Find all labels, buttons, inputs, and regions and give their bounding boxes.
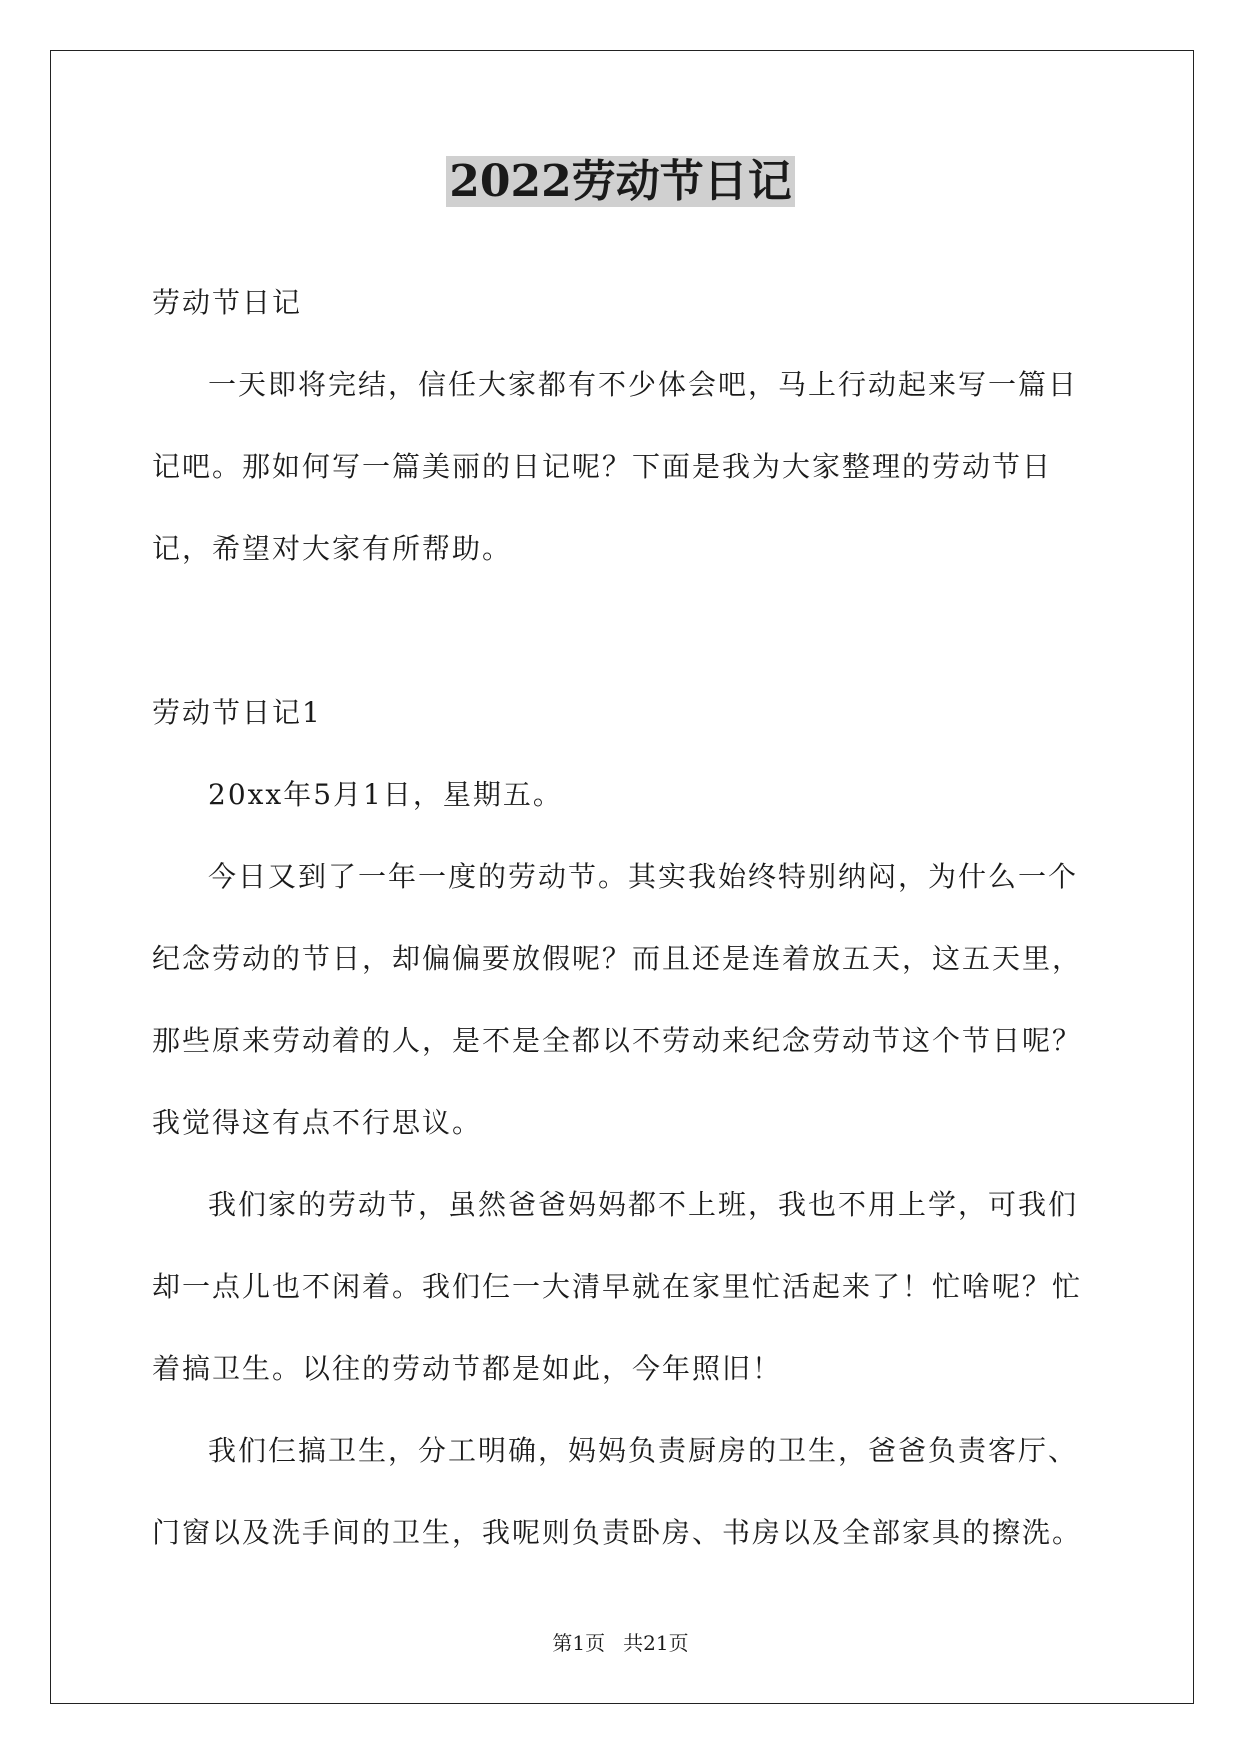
page-footer (0, 1628, 1241, 1658)
diary-date-line: 20xx年5月1日，星期五。 (208, 778, 563, 811)
document-title (0, 152, 1241, 212)
body-paragraph: 我们家的劳动节，虽然爸爸妈妈都不上班，我也不用上学，可我们却一点儿也不闲着。我们仨一大清早就在家里忙活起来了！忙啥呢？忙着搞卫生。以往的劳动节都是如此，今年照旧！ (152, 1188, 1083, 1385)
body-paragraph: 我们仨搞卫生，分工明确，妈妈负责厨房的卫生，爸爸负责客厅、门窗以及洗手间的卫生，我呢则负责卧房、书房以及全部家具的擦洗。 (152, 1434, 1083, 1549)
document-body (152, 262, 1092, 1574)
intro-paragraph: 一天即将完结，信任大家都有不少体会吧，马上行动起来写一篇日记吧。那如何写一篇美丽的日记呢？下面是我为大家整理的劳动节日记，希望对大家有所帮助。 (152, 368, 1079, 565)
blank-line (152, 590, 1092, 672)
body-paragraph: 今日又到了一年一度的劳动节。其实我始终特别纳闷，为什么一个纪念劳动的节日，却偏偏要放假呢？而且还是连着放五天，这五天里，那些原来劳动着的人，是不是全都以不劳动来纪念劳动节这个节日呢？我觉得这有点不行思议。 (152, 860, 1083, 1139)
document-title-text: 2022劳动节日记 (446, 156, 794, 207)
section-heading-intro: 劳动节日记 (152, 286, 303, 319)
page-number: 第1页 (552, 1631, 606, 1655)
section-heading-diary-1: 劳动节日记1 (152, 696, 322, 729)
page-total: 共21页 (623, 1631, 689, 1655)
